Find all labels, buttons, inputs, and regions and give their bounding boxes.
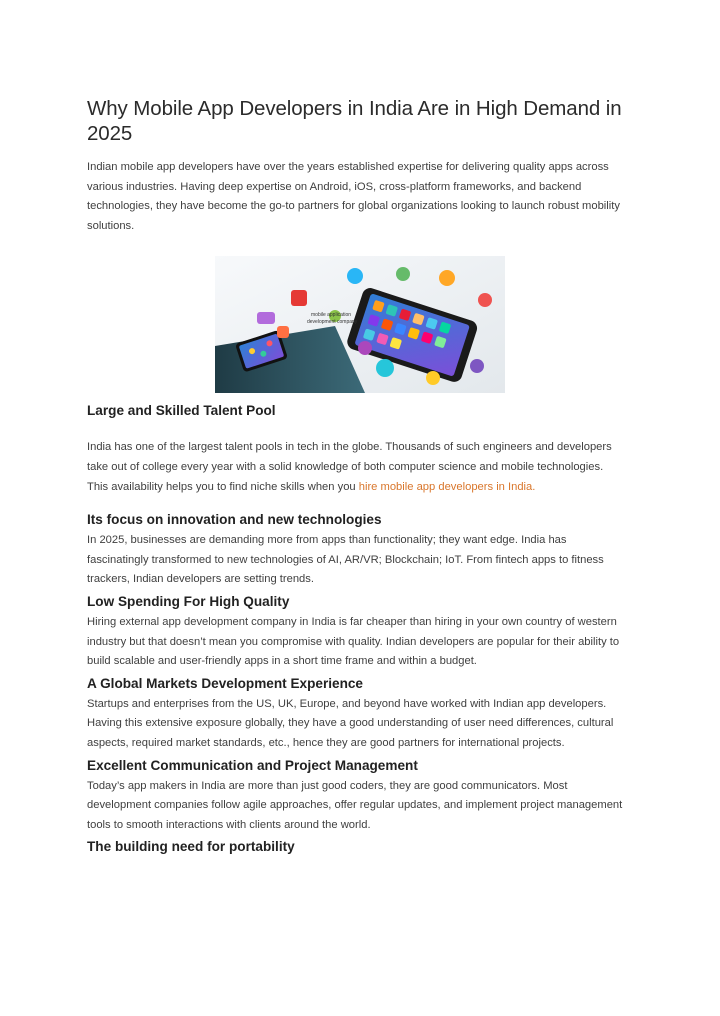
intro-paragraph: Indian mobile app developers have over the years established expertise for delivering quality apps across various industries. Having deep expertise on Android, iOS, cross-platform frameworks, and backend technologies, they have become the go-to partners for global organizations looking to launch robust mobility solutions. bbox=[87, 161, 620, 232]
floating-app-icon bbox=[358, 341, 372, 355]
hero-image bbox=[215, 256, 505, 393]
floating-app-icon bbox=[347, 268, 363, 284]
section-low-spending bbox=[87, 593, 627, 672]
hire-developers-link[interactable]: hire mobile app developers in India. bbox=[358, 480, 536, 493]
floating-app-icon bbox=[376, 359, 394, 377]
floating-app-icon bbox=[277, 326, 289, 338]
section-body-text: India has one of the largest talent pools in tech in the globe. Thousands of such engineers and developers take out of college every year with a solid knowledge of both computer science and mobile technologies. This availability helps you to find niche skills when you bbox=[87, 441, 612, 493]
floating-app-icon bbox=[439, 270, 455, 286]
section-portability bbox=[87, 838, 627, 856]
section-innovation bbox=[87, 511, 627, 590]
floating-app-icon bbox=[257, 312, 275, 324]
section-heading: A Global Markets Development Experience bbox=[87, 675, 363, 691]
section-heading: Its focus on innovation and new technologies bbox=[87, 512, 382, 528]
floating-app-icon bbox=[426, 371, 440, 385]
section-communication bbox=[87, 757, 627, 836]
section-heading: Excellent Communication and Project Management bbox=[87, 757, 418, 773]
floating-app-icon bbox=[470, 359, 484, 373]
section-body bbox=[87, 438, 627, 497]
floating-app-icon bbox=[396, 267, 410, 281]
section-heading: Low Spending For High Quality bbox=[87, 593, 290, 609]
hero-illustration bbox=[215, 256, 505, 393]
section-body: Hiring external app development company in India is far cheaper than hiring in your own country of western industry but that doesn’t mean you compromise with quality. Indian developers are popular for their ability to build scalable and user-friendly apps in a short time frame and within a budget. bbox=[87, 615, 620, 668]
floating-app-icon bbox=[291, 290, 307, 306]
section-talent-pool bbox=[87, 402, 627, 497]
section-heading: Large and Skilled Talent Pool bbox=[87, 403, 276, 419]
page-title: Why Mobile App Developers in India Are in High Demand in 2025 bbox=[87, 97, 622, 145]
hero-image-container bbox=[87, 256, 627, 396]
section-body: Today’s app makers in India are more than just good coders, they are good communicators. Most development companies follow agile approaches, offer regular updates, and implement project management tools to smooth interactions with clients around the world. bbox=[87, 779, 623, 831]
hero-caption: mobile application development company bbox=[307, 312, 358, 326]
section-body: In 2025, businesses are demanding more from apps than functionality; they want edge. India has fascinatingly transformed to new technologies of AI, AR/VR; Blockchain; IoT. From fintech apps to fitness trackers, Indian developers are setting trends. bbox=[87, 534, 604, 586]
section-body: Startups and enterprises from the US, UK, Europe, and beyond have worked with Indian app developers. Having this extensive exposure globally, they have a good understanding of user need differences, cultural aspects, required market standards, etc., hence they are good partners for international projects. bbox=[87, 697, 614, 749]
floating-app-icon bbox=[478, 293, 492, 307]
article bbox=[87, 96, 627, 856]
section-global-markets bbox=[87, 675, 627, 754]
section-heading: The building need for portability bbox=[87, 839, 295, 855]
